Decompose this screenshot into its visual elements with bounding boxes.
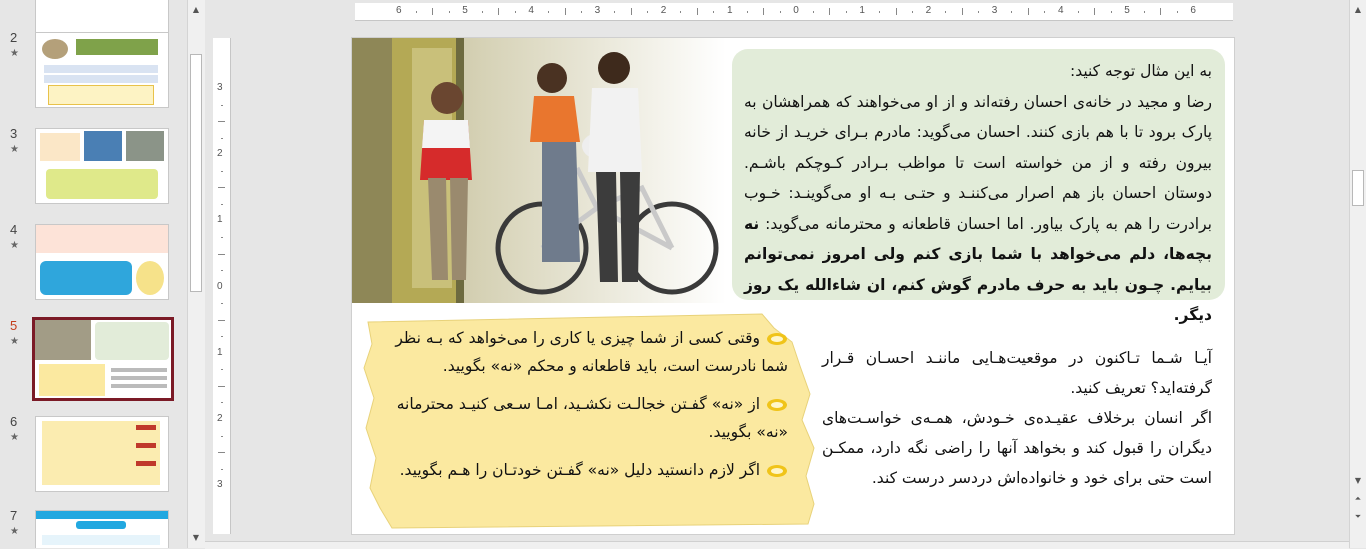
ruler-tick [218, 452, 225, 453]
slide-number: 2 [10, 30, 18, 45]
ruler-tick [218, 254, 225, 255]
ruler-tick [1144, 11, 1145, 13]
ruler-tick [697, 8, 698, 15]
vertical-ruler[interactable] [213, 38, 231, 534]
ruler-tick [221, 303, 223, 304]
ruler-tick [879, 11, 880, 13]
ruler-tick [221, 369, 223, 370]
ruler-label: 3 [217, 479, 223, 491]
ruler-label: 1 [727, 5, 733, 16]
thumbnail-scrollbar[interactable] [187, 0, 205, 548]
animation-star-icon: ★ [10, 432, 19, 443]
ruler-tick [221, 171, 223, 172]
ruler-tick [548, 11, 549, 13]
slide-thumbnail-7[interactable] [35, 510, 169, 548]
slide-thumbnail-pane [0, 0, 187, 548]
ruler-tick [780, 11, 781, 13]
ruler-label: 4 [1058, 5, 1064, 16]
slide-thumbnail-2[interactable] [35, 32, 169, 108]
ruler-label: 1 [217, 346, 223, 358]
story-body: رضا و مجید در خانه‌ی احسان رفته‌اند و از او می‌خواهند که همراهشان به پارک برود تا با هم بازی کنند. احسان می‌گوید: مادرم بـرای خریـد از خانه بیرون رفته و از من خواسته است تا مواظب بـرادر کـوچکم باشـم. دوستان احسان باز هم اصرار می‌کننـد و حتـی بـه او می‌گوینـد: خـوب برادرت را هم به پارک بیاور. اما احسان قاطعانه و محترمانه می‌گوید: [744, 92, 1212, 233]
ruler-tick [978, 11, 979, 13]
discussion-text[interactable] [822, 343, 1212, 493]
ruler-label: 2 [925, 5, 932, 16]
ruler-tick [647, 11, 648, 13]
ruler-tick [432, 8, 433, 15]
note-item-text: اگر لازم دانستید دلیل «نه» گفـتن خودتـان را هـم بگویید. [399, 461, 760, 479]
ruler-label: 5 [462, 5, 468, 16]
animation-star-icon: ★ [10, 240, 19, 251]
ruler-tick [218, 320, 225, 321]
story-intro: به این مثال توجه کنید: [1069, 62, 1212, 80]
ruler-tick [829, 8, 830, 15]
ruler-tick [221, 105, 223, 106]
ruler-tick [962, 8, 963, 15]
note-item-1 [378, 324, 788, 380]
ruler-label: 3 [594, 5, 601, 16]
slide-editor [205, 0, 1366, 548]
ruler-tick [896, 8, 897, 15]
ruler-tick [221, 336, 223, 337]
animation-star-icon: ★ [10, 336, 19, 347]
ruler-tick [1078, 11, 1079, 13]
ruler-label: 3 [217, 82, 223, 93]
ruler-label: 2 [217, 413, 223, 424]
ruler-tick [846, 11, 847, 13]
bullet-icon [766, 398, 788, 412]
bullet-icon [766, 464, 788, 478]
ruler-tick [515, 11, 516, 13]
ruler-tick [449, 11, 450, 13]
ruler-tick [565, 8, 566, 15]
ruler-label: 3 [991, 5, 998, 16]
slide-thumbnail-3[interactable] [35, 128, 169, 204]
ruler-tick [221, 138, 223, 139]
ruler-label: 1 [217, 214, 223, 226]
ruler-tick [763, 8, 764, 15]
slide-canvas[interactable] [352, 38, 1234, 534]
ruler-tick [218, 187, 225, 188]
ruler-tick [221, 436, 223, 437]
note-item-text: از «نه» گفـتن خجالـت نکشـید، امـا سـعی کنیـد محترمانه «نه» بگویید. [396, 395, 788, 441]
ruler-label: 0 [793, 5, 799, 16]
ruler-tick [482, 11, 483, 13]
ruler-tick [218, 121, 225, 122]
ruler-label: 2 [217, 148, 223, 160]
slide-number: 3 [10, 126, 18, 141]
animation-star-icon: ★ [10, 48, 19, 59]
ruler-tick [581, 11, 582, 13]
scroll-up-arrow-icon[interactable]: ▲ [192, 5, 200, 14]
ruler-tick [631, 8, 632, 15]
next-slide-icon[interactable]: ⏷ [1354, 512, 1362, 521]
editor-scrollbar[interactable] [1349, 0, 1366, 548]
ruler-tick [221, 237, 223, 238]
scroll-up-arrow-icon[interactable]: ▲ [1354, 5, 1362, 14]
ruler-tick [221, 270, 223, 271]
scrollbar-thumb[interactable] [1352, 170, 1364, 206]
animation-star-icon: ★ [10, 144, 19, 155]
ruler-tick [713, 11, 714, 13]
ruler-tick [1094, 8, 1095, 15]
ruler-tick [221, 469, 223, 470]
slide-thumbnail-5[interactable] [32, 317, 174, 401]
horizontal-ruler[interactable] [355, 3, 1233, 21]
animation-star-icon: ★ [10, 526, 19, 537]
bullet-icon [766, 332, 788, 346]
scroll-down-arrow-icon[interactable]: ▼ [1354, 476, 1362, 485]
scroll-down-arrow-icon[interactable]: ▼ [192, 533, 200, 542]
ruler-tick [1177, 11, 1178, 13]
note-item-text: وقتی کسی از شما چیزی یا کاری را می‌خواهد که بـه نظر شما نادرست است، باید قاطعانه و محکم «نه» بگویید. [395, 329, 788, 375]
slide-number: 5 [10, 318, 18, 333]
slide-number: 4 [10, 222, 18, 237]
ruler-tick [813, 11, 814, 13]
ruler-tick [416, 11, 417, 13]
ruler-label: 0 [217, 280, 223, 292]
discussion-question: آیـا شـما تـاکنون در موقعیت‌هـایی ماننـد احسـان قـرار گرفته‌اید؟ تعریف کنید. [822, 349, 1212, 397]
ruler-label: 5 [1124, 5, 1130, 16]
previous-slide-icon[interactable]: ⏶ [1354, 494, 1362, 503]
story-paragraph [744, 87, 1212, 331]
ruler-tick [912, 11, 913, 13]
ruler-tick [945, 11, 946, 13]
slide-number: 6 [10, 414, 18, 429]
note-item-3 [378, 456, 788, 484]
ruler-label: 2 [660, 5, 667, 16]
ruler-tick [1160, 8, 1161, 15]
ruler-tick [218, 386, 225, 387]
slide-thumbnail-6[interactable] [35, 416, 169, 492]
ruler-tick [1028, 8, 1029, 15]
ruler-tick [1011, 11, 1012, 13]
ruler-label: 4 [528, 5, 534, 16]
ruler-tick [1044, 11, 1045, 13]
story-quote: نه بچه‌ها، دلم می‌خواهد با شما بازی کنم ولی امروز نمی‌توانم بیایم. چـون باید به حرف مادرم گوش کنم، ان شاءالله یک روز دیگر. [744, 214, 1212, 324]
ruler-tick [1111, 11, 1112, 13]
ruler-tick [614, 11, 615, 13]
note-item-2 [378, 390, 788, 446]
ruler-tick [747, 11, 748, 13]
ruler-tick [221, 402, 223, 403]
boys-bicycle-photo[interactable] [352, 38, 726, 303]
ruler-label: 6 [396, 5, 402, 16]
ruler-label: 1 [859, 5, 865, 16]
scrollbar-thumb[interactable] [190, 54, 202, 292]
ruler-tick [498, 8, 499, 15]
slide-number: 7 [10, 508, 18, 523]
note-text[interactable] [378, 324, 788, 494]
discussion-paragraph: اگر انسان برخلاف عقیـده‌ی خـودش، همـه‌ی خواسـت‌های دیگران را قبول کند و بخواهد آنها را راضی نگه دارد، ممکـن است حتی برای خود و خانواده‌اش دردسر درست کند. [822, 409, 1212, 487]
ruler-tick [680, 11, 681, 13]
ruler-tick [221, 204, 223, 205]
ruler-label: 6 [1190, 5, 1196, 16]
slide-thumbnail-4[interactable] [35, 224, 169, 300]
story-text[interactable] [744, 56, 1212, 331]
